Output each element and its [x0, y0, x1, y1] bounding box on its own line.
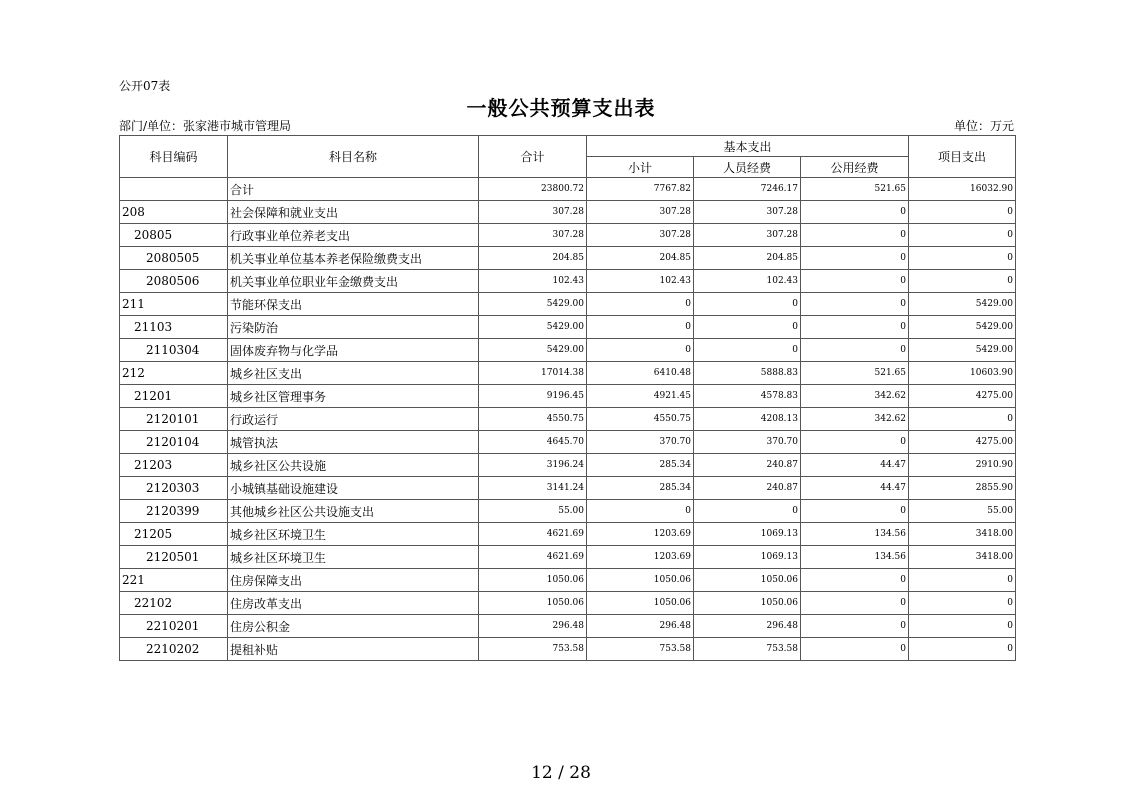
cell-public: 0	[801, 500, 909, 523]
table-row	[120, 247, 1016, 270]
cell-code: 2120501	[120, 546, 228, 569]
cell-name: 节能环保支出	[228, 293, 479, 316]
table-row	[120, 385, 1016, 408]
cell-public: 342.62	[801, 385, 909, 408]
cell-subtotal: 6410.48	[587, 362, 694, 385]
cell-public: 0	[801, 339, 909, 362]
table-row	[120, 523, 1016, 546]
cell-personnel: 296.48	[694, 615, 801, 638]
table-body	[120, 178, 1016, 661]
cell-total: 55.00	[479, 500, 587, 523]
cell-code: 2110304	[120, 339, 228, 362]
header-public: 公用经费	[801, 157, 909, 178]
cell-personnel: 204.85	[694, 247, 801, 270]
cell-total: 9196.45	[479, 385, 587, 408]
cell-public: 0	[801, 569, 909, 592]
cell-public: 0	[801, 270, 909, 293]
cell-name: 城管执法	[228, 431, 479, 454]
cell-name: 固体废弃物与化学品	[228, 339, 479, 362]
cell-project: 3418.00	[909, 546, 1016, 569]
cell-personnel: 240.87	[694, 477, 801, 500]
cell-personnel: 102.43	[694, 270, 801, 293]
cell-code: 21205	[120, 523, 228, 546]
cell-name: 提租补贴	[228, 638, 479, 661]
cell-personnel: 5888.83	[694, 362, 801, 385]
cell-code: 2080505	[120, 247, 228, 270]
header-personnel: 人员经费	[694, 157, 801, 178]
cell-subtotal: 4921.45	[587, 385, 694, 408]
cell-total: 102.43	[479, 270, 587, 293]
cell-personnel: 7246.17	[694, 178, 801, 201]
cell-code: 2120104	[120, 431, 228, 454]
cell-public: 0	[801, 431, 909, 454]
table-row	[120, 178, 1016, 201]
cell-personnel: 370.70	[694, 431, 801, 454]
cell-project: 2855.90	[909, 477, 1016, 500]
cell-public: 134.56	[801, 546, 909, 569]
cell-name: 污染防治	[228, 316, 479, 339]
cell-project: 5429.00	[909, 316, 1016, 339]
cell-total: 17014.38	[479, 362, 587, 385]
cell-name: 住房公积金	[228, 615, 479, 638]
cell-name: 行政运行	[228, 408, 479, 431]
cell-total: 3196.24	[479, 454, 587, 477]
cell-subtotal: 296.48	[587, 615, 694, 638]
table-row	[120, 592, 1016, 615]
table-row	[120, 569, 1016, 592]
cell-subtotal: 285.34	[587, 477, 694, 500]
cell-project: 55.00	[909, 500, 1016, 523]
cell-total: 1050.06	[479, 569, 587, 592]
cell-public: 44.47	[801, 454, 909, 477]
cell-project: 0	[909, 592, 1016, 615]
department-label: 部门/单位：张家港市城市管理局	[119, 119, 292, 133]
header-code: 科目编码	[120, 136, 228, 178]
cell-total: 204.85	[479, 247, 587, 270]
cell-name: 城乡社区公共设施	[228, 454, 479, 477]
cell-code: 2210201	[120, 615, 228, 638]
cell-code: 21203	[120, 454, 228, 477]
cell-public: 0	[801, 316, 909, 339]
cell-subtotal: 307.28	[587, 224, 694, 247]
cell-name: 行政事业单位养老支出	[228, 224, 479, 247]
cell-public: 342.62	[801, 408, 909, 431]
cell-subtotal: 0	[587, 316, 694, 339]
cell-total: 296.48	[479, 615, 587, 638]
cell-total: 4550.75	[479, 408, 587, 431]
cell-total: 5429.00	[479, 339, 587, 362]
cell-total: 753.58	[479, 638, 587, 661]
table-row	[120, 293, 1016, 316]
cell-subtotal: 1203.69	[587, 546, 694, 569]
cell-code: 22102	[120, 592, 228, 615]
cell-project: 0	[909, 201, 1016, 224]
table-row	[120, 339, 1016, 362]
header-basic: 基本支出	[587, 136, 909, 157]
cell-code: 212	[120, 362, 228, 385]
cell-personnel: 0	[694, 339, 801, 362]
cell-project: 16032.90	[909, 178, 1016, 201]
cell-name: 机关事业单位基本养老保险缴费支出	[228, 247, 479, 270]
table-row	[120, 638, 1016, 661]
cell-total: 5429.00	[479, 316, 587, 339]
cell-code: 2120303	[120, 477, 228, 500]
cell-code: 208	[120, 201, 228, 224]
table-row	[120, 362, 1016, 385]
table-row	[120, 224, 1016, 247]
cell-public: 521.65	[801, 178, 909, 201]
cell-name: 城乡社区管理事务	[228, 385, 479, 408]
cell-personnel: 0	[694, 500, 801, 523]
header-project: 项目支出	[909, 136, 1016, 178]
cell-code: 2210202	[120, 638, 228, 661]
cell-project: 0	[909, 408, 1016, 431]
cell-project: 0	[909, 638, 1016, 661]
cell-public: 0	[801, 293, 909, 316]
cell-code: 221	[120, 569, 228, 592]
cell-subtotal: 1203.69	[587, 523, 694, 546]
cell-name: 合计	[228, 178, 479, 201]
cell-project: 0	[909, 247, 1016, 270]
table-row	[120, 270, 1016, 293]
cell-personnel: 4578.83	[694, 385, 801, 408]
cell-name: 住房保障支出	[228, 569, 479, 592]
table-row	[120, 201, 1016, 224]
cell-public: 0	[801, 592, 909, 615]
cell-personnel: 1050.06	[694, 569, 801, 592]
cell-project: 0	[909, 224, 1016, 247]
table-row	[120, 408, 1016, 431]
cell-public: 0	[801, 615, 909, 638]
cell-subtotal: 4550.75	[587, 408, 694, 431]
cell-personnel: 307.28	[694, 201, 801, 224]
cell-project: 2910.90	[909, 454, 1016, 477]
table-row	[120, 454, 1016, 477]
cell-name: 社会保障和就业支出	[228, 201, 479, 224]
cell-subtotal: 102.43	[587, 270, 694, 293]
cell-personnel: 1069.13	[694, 523, 801, 546]
table-row	[120, 431, 1016, 454]
cell-total: 3141.24	[479, 477, 587, 500]
cell-personnel: 4208.13	[694, 408, 801, 431]
cell-subtotal: 1050.06	[587, 569, 694, 592]
cell-name: 住房改革支出	[228, 592, 479, 615]
cell-public: 521.65	[801, 362, 909, 385]
cell-project: 5429.00	[909, 293, 1016, 316]
cell-personnel: 0	[694, 316, 801, 339]
cell-project: 5429.00	[909, 339, 1016, 362]
cell-code: 211	[120, 293, 228, 316]
cell-total: 4645.70	[479, 431, 587, 454]
cell-public: 0	[801, 247, 909, 270]
cell-project: 4275.00	[909, 385, 1016, 408]
cell-personnel: 240.87	[694, 454, 801, 477]
cell-subtotal: 204.85	[587, 247, 694, 270]
cell-subtotal: 7767.82	[587, 178, 694, 201]
unit-label: 单位：万元	[953, 119, 1014, 133]
cell-personnel: 1050.06	[694, 592, 801, 615]
cell-project: 4275.00	[909, 431, 1016, 454]
table-row	[120, 546, 1016, 569]
budget-table	[119, 135, 1016, 661]
cell-public: 134.56	[801, 523, 909, 546]
cell-subtotal: 285.34	[587, 454, 694, 477]
cell-total: 4621.69	[479, 546, 587, 569]
cell-subtotal: 0	[587, 339, 694, 362]
cell-public: 44.47	[801, 477, 909, 500]
cell-code: 2120101	[120, 408, 228, 431]
cell-subtotal: 0	[587, 500, 694, 523]
page-title: 一般公共预算支出表	[466, 96, 656, 120]
cell-name: 城乡社区环境卫生	[228, 546, 479, 569]
cell-name: 城乡社区环境卫生	[228, 523, 479, 546]
cell-project: 10603.90	[909, 362, 1016, 385]
cell-total: 307.28	[479, 224, 587, 247]
header-total: 合计	[479, 136, 587, 178]
cell-project: 0	[909, 569, 1016, 592]
cell-project: 0	[909, 270, 1016, 293]
cell-subtotal: 753.58	[587, 638, 694, 661]
cell-code: 21201	[120, 385, 228, 408]
cell-public: 0	[801, 201, 909, 224]
header-name: 科目名称	[228, 136, 479, 178]
cell-name: 小城镇基础设施建设	[228, 477, 479, 500]
table-row	[120, 316, 1016, 339]
cell-name: 机关事业单位职业年金缴费支出	[228, 270, 479, 293]
table-row	[120, 477, 1016, 500]
cell-public: 0	[801, 638, 909, 661]
cell-code: 2120399	[120, 500, 228, 523]
cell-personnel: 753.58	[694, 638, 801, 661]
cell-code: 2080506	[120, 270, 228, 293]
page-number: 12 / 28	[531, 763, 591, 783]
table-row	[120, 500, 1016, 523]
cell-name: 其他城乡社区公共设施支出	[228, 500, 479, 523]
cell-code	[120, 178, 228, 201]
cell-subtotal: 1050.06	[587, 592, 694, 615]
header-subtotal: 小计	[587, 157, 694, 178]
cell-personnel: 307.28	[694, 224, 801, 247]
cell-code: 21103	[120, 316, 228, 339]
cell-total: 307.28	[479, 201, 587, 224]
cell-total: 4621.69	[479, 523, 587, 546]
cell-subtotal: 0	[587, 293, 694, 316]
cell-public: 0	[801, 224, 909, 247]
table-row	[120, 615, 1016, 638]
cell-personnel: 1069.13	[694, 546, 801, 569]
cell-total: 1050.06	[479, 592, 587, 615]
cell-project: 0	[909, 615, 1016, 638]
cell-project: 3418.00	[909, 523, 1016, 546]
cell-code: 20805	[120, 224, 228, 247]
cell-total: 23800.72	[479, 178, 587, 201]
cell-name: 城乡社区支出	[228, 362, 479, 385]
cell-personnel: 0	[694, 293, 801, 316]
form-number: 公开07表	[119, 79, 171, 93]
cell-total: 5429.00	[479, 293, 587, 316]
cell-subtotal: 370.70	[587, 431, 694, 454]
cell-subtotal: 307.28	[587, 201, 694, 224]
